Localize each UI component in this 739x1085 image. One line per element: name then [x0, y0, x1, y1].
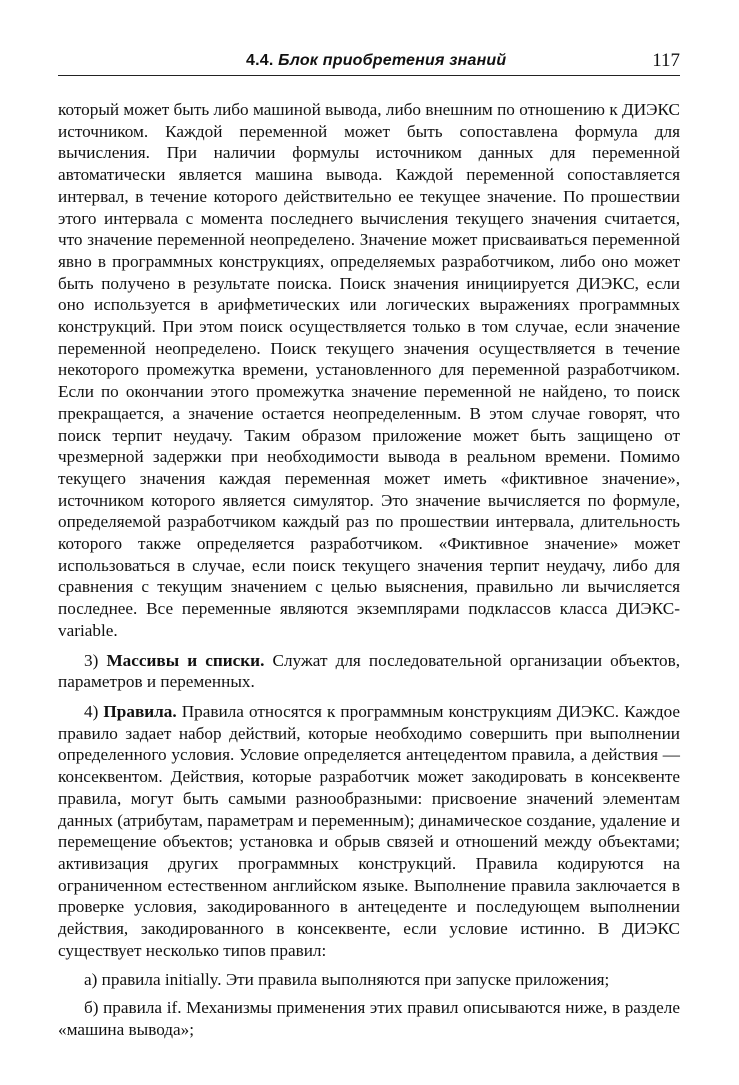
list-item-term: Правила. — [103, 701, 177, 721]
list-item-term: Массивы и списки. — [106, 650, 265, 670]
body-text — [58, 99, 680, 1041]
list-item-number: 3) — [84, 650, 99, 670]
subitem-initially-rules: а) правила initially. Эти правила выполняются при запуске приложения; — [84, 970, 610, 990]
section-title: Блок приобретения знаний — [278, 52, 507, 69]
section-heading — [246, 52, 506, 70]
list-item-rules — [58, 701, 680, 961]
page-number: 117 — [652, 50, 680, 71]
section-number: 4.4. — [246, 52, 274, 69]
running-header — [58, 50, 680, 76]
list-item-number: 4) — [84, 701, 99, 721]
list-item-text: Служат для последовательной организации объектов, параметров и переменных. — [58, 650, 681, 692]
list-item-arrays — [58, 650, 680, 693]
subitem-if-rules: б) правила if. Механизмы применения этих правил описываются ниже, в разделе «машина вывода»; — [58, 998, 680, 1039]
list-item-text: Правила относятся к программным конструкциям ДИЭКС. Каждое правило задает набор действий, которые необходимо совершить при выполнении определенного условия. Условие определяется антецедентом правила, а действия — консеквентом. Действия, которые разработчик может закодировать в консеквенте правила, могут быть самыми разнообразными: присвоение значений элементам данных (атрибутам, параметрам и переменным); динамическое создание, удаление и перемещение объектов; установка и обрыв связей и отношений между объектами; активизация других программных конструкций. Правила кодируются на ограниченном естественном английском языке. Выполнение правила заключается в проверке условия, закодированного в антецеденте и последующем выполнении действия, закодированного в консеквенте, если условие истинно. В ДИЭКС существует несколько типов правил: — [58, 701, 681, 960]
paragraph-variables-continued: который может быть либо машиной вывода, либо внешним по отношению к ДИЭКС источником. Каждой переменной может быть сопоставлена формула для вычисления. При наличии формулы источником данных для переменной автоматически является машина вывода. Каждой переменной сопоставляется интервал, в течение которого действительно ее текущее значение. По прошествии этого интервала с момента последнего вычисления текущего значения считается, что значение переменной неопределено. Значение может присваиваться переменной явно в программных конструкциях, определяемых разработчиком, либо оно может быть получено в результате поиска. Поиск значения инициируется ДИЭКС, если оно используется в арифметических или логических выражениях программных конструкций. При этом поиск осуществляется только в том случае, если значение переменной неопределено. Поиск текущего значения осуществляется в течение некоторого промежутка времени, установленного для переменной разработчиком. Если по окончании этого промежутка значение переменной не найдено, то поиск прекращается, а значение остается неопределенным. В этом случае говорят, что поиск терпит неудачу. Таким образом приложение может быть защищено от чрезмерной задержки при необходимости вывода в реальном времени. Помимо текущего значения каждая переменная может иметь «фиктивное значение», источником которого является симулятор. Это значение вычисляется по формуле, определяемой разработчиком каждый раз по прошествии интервала, длительность которого также определяется разработчиком. «Фиктивное значение» может использоваться в случае, если поиск текущего значения терпит неудачу, либо для сравнения с текущим значением с целью выяснения, правильно ли вычисляется последнее. Все переменные являются экземплярами подклассов класса ДИЭКС-variable. — [58, 100, 680, 640]
